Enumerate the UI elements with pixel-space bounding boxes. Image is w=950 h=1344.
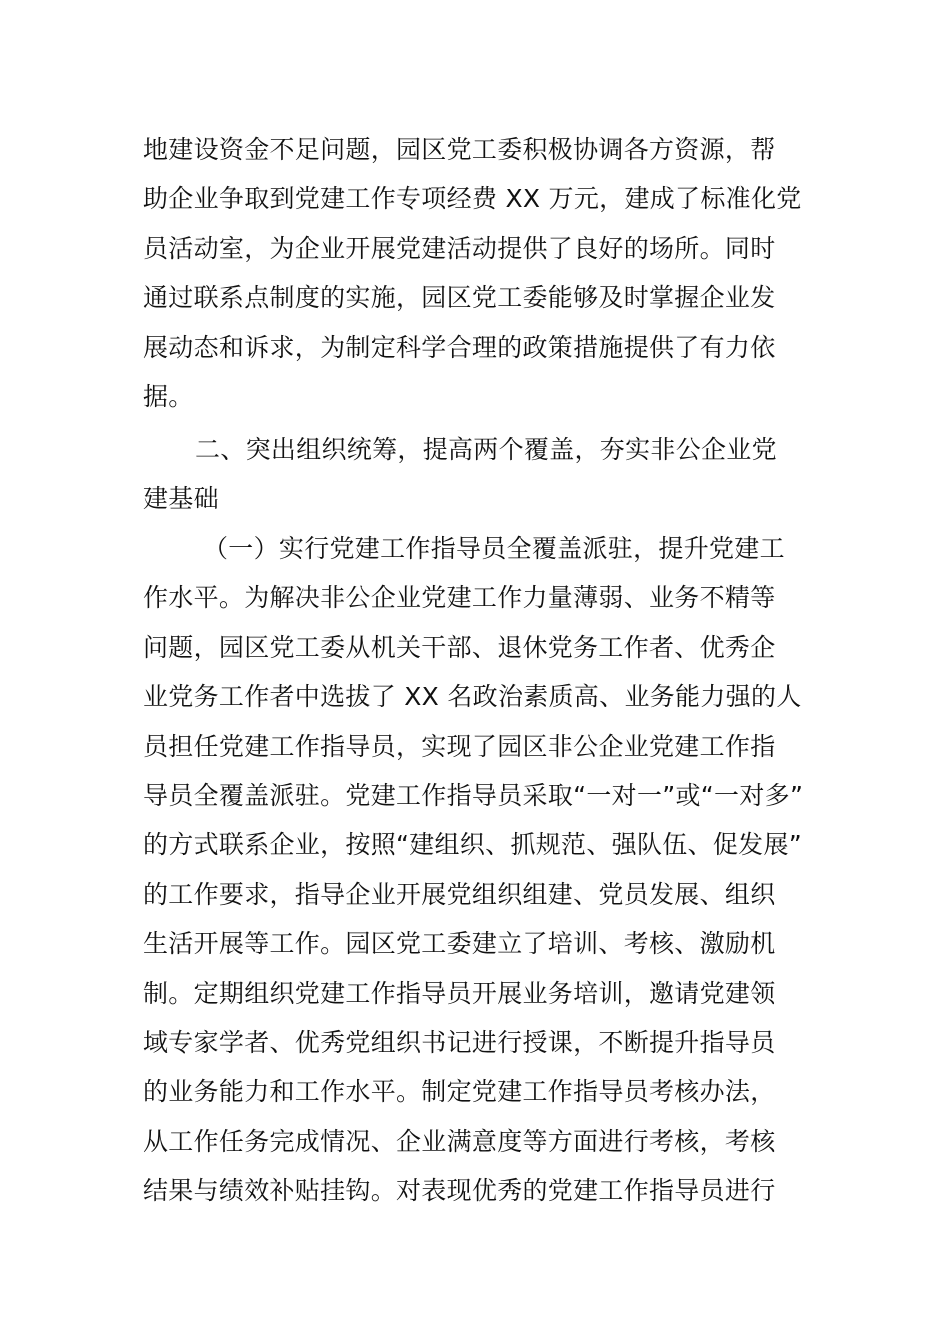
text-line: 的工作要求，指导企业开展党组织组建、党员发展、组织 bbox=[143, 879, 776, 909]
text-line: 员活动室，为企业开展党建活动提供了良好的场所。同时 bbox=[143, 233, 776, 263]
heading-line: 建基础 bbox=[143, 484, 219, 514]
text-line: 作水平。为解决非公企业党建工作力量薄弱、业务不精等 bbox=[143, 583, 776, 613]
text-line: 展动态和诉求，为制定科学合理的政策措施提供了有力依 bbox=[143, 332, 776, 362]
subsection-paragraph bbox=[143, 524, 807, 1215]
section-heading bbox=[143, 425, 807, 524]
text-line: 生活开展等工作。园区党工委建立了培训、考核、激励机 bbox=[143, 929, 776, 959]
text-line: 据。 bbox=[143, 381, 194, 411]
text-line: 员担任党建工作指导员，实现了园区非公企业党建工作指 bbox=[143, 731, 776, 761]
text-line: 业党务工作者中选拔了 XX 名政治素质高、业务能力强的人 bbox=[143, 682, 802, 712]
text-line: 制。定期组织党建工作指导员开展业务培训，邀请党建领 bbox=[143, 978, 776, 1008]
text-line: 问题，园区党工委从机关干部、退休党务工作者、优秀企 bbox=[143, 632, 776, 662]
text-line: 域专家学者、优秀党组织书记进行授课，不断提升指导员 bbox=[143, 1027, 776, 1057]
body-paragraph bbox=[143, 125, 807, 421]
text-line: （一）实行党建工作指导员全覆盖派驻，提升党建工 bbox=[203, 534, 785, 563]
text-line: 地建设资金不足问题，园区党工委积极协调各方资源，帮 bbox=[143, 135, 776, 164]
heading-line: 二、突出组织统筹，提高两个覆盖，夯实非公企业党 bbox=[195, 435, 777, 464]
text-line: 的业务能力和工作水平。制定党建工作指导员考核办法， bbox=[143, 1077, 776, 1107]
text-line: 的方式联系企业，按照“建组织、抓规范、强队伍、促发展” bbox=[143, 830, 803, 860]
text-line: 从工作任务完成情况、企业满意度等方面进行考核，考核 bbox=[143, 1126, 776, 1156]
text-line: 通过联系点制度的实施，园区党工委能够及时掌握企业发 bbox=[143, 283, 776, 313]
text-line: 助企业争取到党建工作专项经费 XX 万元，建成了标准化党 bbox=[143, 184, 802, 214]
text-line: 结果与绩效补贴挂钩。对表现优秀的党建工作指导员进行 bbox=[143, 1176, 776, 1206]
text-line: 导员全覆盖派驻。党建工作指导员采取“一对一”或“一对多” bbox=[143, 780, 804, 810]
